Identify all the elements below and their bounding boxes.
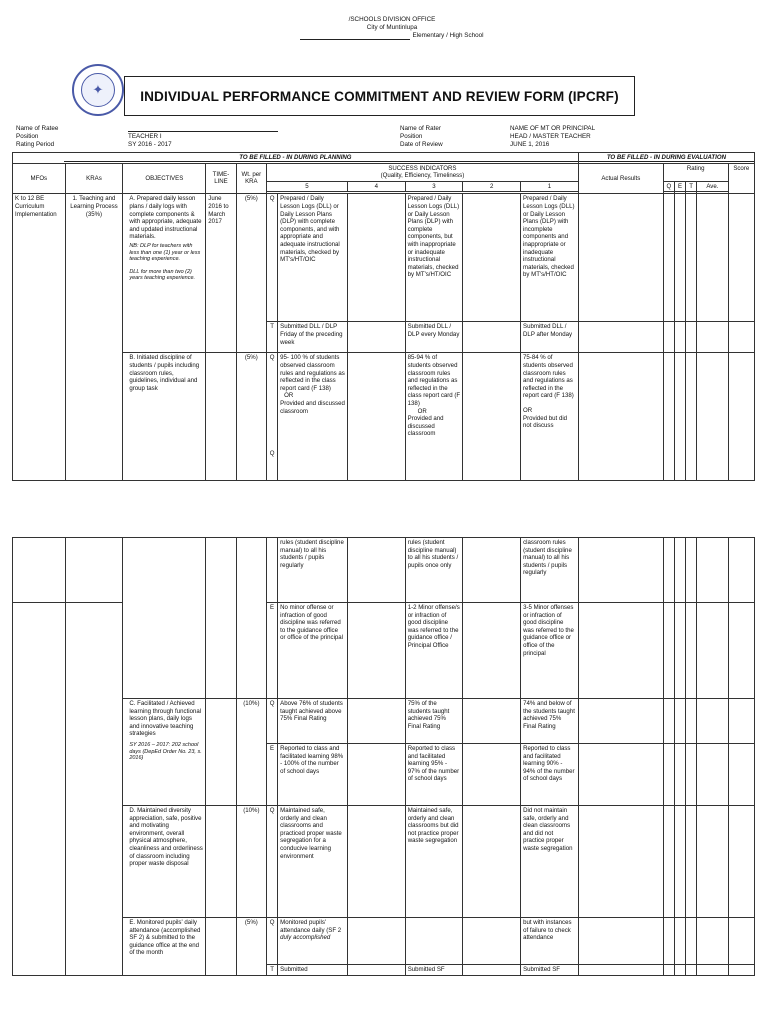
objective-b-s3-text-2: Provided and discussed classroom — [407, 415, 444, 438]
rating-ave-cell — [697, 353, 728, 481]
rating-q-cell — [663, 194, 674, 322]
kra-cell — [65, 603, 123, 976]
objective-b-scale-2 — [463, 353, 521, 481]
objective-a-t-scale-4 — [347, 322, 405, 353]
objective-c-e-scale-4 — [348, 744, 406, 806]
rating-e-cell — [674, 353, 685, 481]
success-indicators-header — [267, 163, 579, 181]
rating-e-cell — [674, 322, 685, 353]
rating-q-cell — [663, 353, 674, 481]
actual-result-cell — [578, 744, 663, 806]
form-title-box — [124, 76, 635, 116]
actual-result-cell — [578, 965, 663, 976]
objective-b-s1-text-2: Provided but did not discuss — [523, 414, 568, 430]
objective-d-scale-5: Maintained safe, orderly and clean classrooms and practiced proper waste segregation for a conducive learning environment — [278, 806, 348, 918]
objective-e-s5-text: Monitored pupils' attendance daily (SF 2 — [280, 919, 342, 934]
objective-e-t-scale-3: Submitted SF — [405, 965, 463, 976]
objectives-header: OBJECTIVES — [123, 163, 206, 194]
objective-a-q-letter: Q — [267, 194, 278, 322]
objective-a-t-scale-5: Submitted DLL / DLP Friday of the preceding week — [278, 322, 348, 353]
actual-result-cell — [578, 322, 663, 353]
objective-b-timeline — [206, 353, 236, 481]
objective-a-note-2: DLL for more than two (2) years teaching experience. — [129, 268, 196, 282]
rating-t-cell — [686, 918, 697, 965]
rating-t-cell — [686, 744, 697, 806]
objective-b-cont-cell — [123, 538, 206, 699]
objective-e-q-scale-1: but with instances of failure to check attendance — [521, 918, 579, 965]
rating-q-cell — [663, 806, 674, 918]
score-cell — [728, 194, 754, 322]
planning-header-row — [13, 153, 755, 164]
kra-cell — [65, 538, 123, 603]
ratee-name-line — [128, 131, 278, 132]
objective-b-q-letter: Q — [269, 354, 275, 362]
objective-b-e-scale-3: 1-2 Minor offense/s or infraction of good discipline was referred to the guidance office / Principal Office — [405, 603, 463, 699]
timeline-cont-cell — [206, 538, 236, 699]
objective-d-scale-2 — [463, 806, 521, 918]
objective-d-timeline — [206, 806, 236, 918]
objective-c-cell — [123, 699, 206, 806]
timeline-header: TIME-LINE — [206, 163, 236, 194]
objective-c-note: SY 2016 – 2017: 202 school days (DepEd Order No. 23, s. 2016) — [129, 741, 202, 762]
objective-b-s1-or: OR — [523, 406, 533, 414]
rating-e-header: E — [674, 181, 685, 192]
scale-3: 3 — [405, 181, 463, 192]
score-cell — [728, 918, 754, 965]
rating-e-cell — [674, 918, 685, 965]
rater-name-label: Name of Rater — [400, 125, 441, 132]
rating-t-cell — [686, 538, 697, 603]
objective-b-e-scale-4 — [348, 603, 406, 699]
rater-date-label: Date of Review — [400, 141, 443, 148]
rater-date-value: JUNE 1, 2016 — [510, 141, 550, 148]
rating-q-cell — [663, 538, 674, 603]
rating-ave-header: Ave. — [697, 181, 728, 192]
cont-scale-1: classroom rules (student discipline manual) to all his students / pupils regularly — [521, 538, 579, 603]
actual-result-cell — [578, 353, 663, 481]
objective-c-weight: (10%) — [236, 699, 266, 806]
objective-b-scale-4 — [347, 353, 405, 481]
seal-inner-ring — [81, 73, 115, 107]
objective-c-q-letter: Q — [267, 699, 278, 744]
objective-a-timeline: June 2016 to March 2017 — [206, 194, 236, 353]
score-cell — [728, 322, 754, 353]
cont-scale-3: rules (student discipline manual) to all his students / pupils once only — [405, 538, 463, 603]
objective-b-weight: (5%) — [236, 353, 266, 481]
objective-e-t-scale-5: Submitted — [278, 965, 348, 976]
form-page-1 — [12, 8, 756, 486]
rating-t-cell — [686, 699, 697, 744]
objective-d-text: D. Maintained diversity appreciation, safe, positive and motivating environment, overall physical atmosphere, cleanliness and orderliness of classroom including proper waste disposal — [123, 806, 206, 918]
rating-ave-cell — [697, 194, 728, 322]
score-cell — [728, 353, 754, 481]
objective-b-letters — [267, 353, 278, 481]
score-cell — [728, 603, 754, 699]
success-subtitle: (Quality, Efficiency, Timeliness) — [380, 172, 465, 180]
actual-result-cell — [578, 699, 663, 744]
rating-t-cell — [686, 194, 697, 322]
objective-b-text: B. Initiated discipline of students / pupils including classroom rules, guidelines, individual and group task — [123, 353, 206, 481]
objective-b-s3-text: 85-94 % of students observed classroom rules and regulations as reflected in the class report card (F 138) — [407, 354, 461, 407]
cont-scale-5: rules (student discipline manual) to all his students / pupils regularly — [278, 538, 348, 603]
rating-e-cell — [674, 603, 685, 699]
rating-t-header: T — [686, 181, 697, 192]
actual-result-cell — [578, 194, 663, 322]
rating-header: Rating — [663, 163, 728, 181]
actual-results-header: Actual Results — [578, 163, 663, 194]
objective-a-q-scale-5: Prepared / Daily Lesson Logs (DLL) or Daily Lesson Plans (DLP) with complete components, and with appropriate and adequate instructional materials, checked by MT's/HT/OIC — [278, 194, 348, 322]
column-header-row — [13, 163, 755, 181]
objective-e-t-scale-1: Submitted SF — [521, 965, 579, 976]
objective-b-s5-text-2: Provided and discussed classroom — [280, 399, 345, 415]
continuation-row — [13, 538, 755, 603]
objective-e-text: E. Monitored pupils' daily attendance (accomplished SF 2) & submitted to the guidance office at the end of the month — [123, 918, 206, 976]
objective-b-e-scale-5: No minor offense or infraction of good discipline was referred to the guidance office or office of the principal — [278, 603, 348, 699]
mfo-cell — [13, 603, 66, 976]
objective-c-q-scale-2 — [463, 699, 521, 744]
objective-c-q-row — [13, 699, 755, 744]
scale-5: 5 — [267, 181, 348, 192]
objective-e-weight: (5%) — [236, 918, 266, 976]
objective-d-scale-3: Maintained safe, orderly and clean classrooms but did not practice proper waste segregation — [405, 806, 463, 918]
objective-b-scale-5 — [278, 353, 348, 481]
rater-position-value: HEAD / MASTER TEACHER — [510, 133, 591, 140]
objective-e-q-scale-5 — [278, 918, 348, 965]
actual-result-cell — [578, 806, 663, 918]
ratee-position-value: TEACHER I — [128, 133, 162, 140]
rating-q-cell — [663, 918, 674, 965]
score-cell — [728, 806, 754, 918]
rating-e-cell — [674, 965, 685, 976]
objective-c-timeline — [206, 699, 236, 806]
letter-cont-cell — [267, 538, 278, 603]
objective-c-e-scale-5: Reported to class and facilitated learning 98% - 100% of the number of school days — [278, 744, 348, 806]
score-cell — [728, 699, 754, 744]
cont-scale-4 — [348, 538, 406, 603]
school-blank-line — [300, 33, 410, 40]
score-cell — [728, 965, 754, 976]
rating-q-cell — [663, 603, 674, 699]
objective-c-e-scale-2 — [463, 744, 521, 806]
rating-t-cell — [686, 603, 697, 699]
scale-1: 1 — [521, 181, 579, 192]
rating-e-cell — [674, 699, 685, 744]
kra-cell: 1. Teaching and Learning Process (35%) — [65, 194, 123, 481]
rating-ave-cell — [697, 806, 728, 918]
objective-d-scale-1: Did not maintain safe, orderly and clean classrooms and did not practice proper waste segregation — [521, 806, 579, 918]
scale-2: 2 — [463, 181, 521, 192]
objective-a-t-scale-3: Submitted DLL / DLP every Monday — [405, 322, 463, 353]
rating-ave-cell — [697, 918, 728, 965]
office-header — [292, 16, 492, 40]
objective-a-cell — [123, 194, 206, 353]
ipcrf-table-page-1 — [12, 152, 755, 481]
scale-4: 4 — [347, 181, 405, 192]
actual-result-cell — [578, 538, 663, 603]
form-page-2 — [12, 537, 756, 987]
form-title: INDIVIDUAL PERFORMANCE COMMITMENT AND REVIEW FORM (IPCRF) — [140, 88, 619, 104]
objective-e-q-scale-4 — [348, 918, 406, 965]
objective-e-s5-italic: duly accomplished — [280, 934, 331, 942]
office-line-3: Elementary / High School — [412, 32, 484, 39]
rater-position-label: Position — [400, 133, 423, 140]
mfos-header: MFOs — [13, 163, 66, 194]
rating-t-cell — [686, 322, 697, 353]
kras-header: KRAs — [65, 163, 123, 194]
rating-q-cell — [663, 965, 674, 976]
mfo-cell — [13, 538, 66, 603]
objective-b-e-letter: E — [267, 603, 278, 699]
objective-c-e-scale-3: Reported to class and facilitated learning 95% - 97% of the number of school days — [405, 744, 463, 806]
score-header: Score — [728, 163, 754, 194]
weight-cont-cell — [236, 538, 266, 699]
objective-b-e-scale-1: 3-5 Minor offenses or infraction of good discipline was referred to the guidance office or office of the principal — [521, 603, 579, 699]
office-line-1: /SCHOOLS DIVISION OFFICE — [348, 16, 436, 23]
objective-a-weight: (5%) — [236, 194, 266, 353]
rating-q-cell — [663, 744, 674, 806]
objective-b-scale-3 — [405, 353, 463, 481]
objective-e-q-scale-2 — [463, 918, 521, 965]
objective-b-s5-or: OR — [284, 392, 294, 400]
objective-a-q-scale-1: Prepared / Daily Lesson Logs (DLL) or Daily Lesson Plans (DLP) with incomplete components and inappropriate or inadequate instructional materials, checked by MT's/HT/OIC — [521, 194, 579, 322]
rating-ave-cell — [697, 603, 728, 699]
planning-header: TO BE FILLED - IN DURING PLANNING — [13, 153, 579, 164]
rating-t-cell — [686, 965, 697, 976]
objective-a-q-row — [13, 194, 755, 322]
objective-b-e-scale-2 — [463, 603, 521, 699]
rater-name-value: NAME OF MT OR PRINCIPAL — [510, 125, 596, 132]
objective-c-q-scale-3: 75% of the students taught achieved 75% Final Rating — [405, 699, 463, 744]
objective-e-q-letter: Q — [267, 918, 278, 965]
rating-ave-cell — [697, 699, 728, 744]
objective-a-t-scale-1: Submitted DLL / DLP after Monday — [521, 322, 579, 353]
rating-t-cell — [686, 353, 697, 481]
actual-result-cell — [578, 918, 663, 965]
cont-scale-2 — [463, 538, 521, 603]
rating-e-cell — [674, 194, 685, 322]
objective-b-s1-text: 75-84 % of students observed classroom rules and regulations as reflected in the report card (F 138) — [523, 354, 574, 400]
objective-a-text: A. Prepared daily lesson plans / daily logs with complete components & with appropriate, adequate and updated instructional materials. — [129, 195, 202, 241]
rating-t-cell — [686, 806, 697, 918]
ipcrf-table-page-2 — [12, 537, 755, 976]
rating-ave-cell — [697, 538, 728, 603]
objective-b-row — [13, 353, 755, 481]
success-title: SUCCESS INDICATORS — [388, 164, 457, 172]
objective-b-scale-1 — [521, 353, 579, 481]
objective-a-t-letter: T — [267, 322, 278, 353]
rating-q-header: Q — [663, 181, 674, 192]
objective-e-t-letter: T — [267, 965, 278, 976]
rating-e-cell — [674, 538, 685, 603]
ratee-name-label: Name of Ratee — [16, 125, 59, 132]
rating-ave-cell — [697, 744, 728, 806]
score-cell — [728, 538, 754, 603]
objective-d-weight: (10%) — [236, 806, 266, 918]
objective-b-q2-letter: Q — [269, 449, 275, 457]
objective-e-q-scale-3 — [405, 918, 463, 965]
objective-a-q-scale-2 — [463, 194, 521, 322]
rating-e-cell — [674, 744, 685, 806]
ratee-period-value: SY 2016 - 2017 — [128, 141, 172, 148]
rating-q-cell — [663, 322, 674, 353]
ratee-period-label: Rating Period — [16, 141, 55, 148]
rating-q-cell — [663, 699, 674, 744]
deped-seal-icon — [72, 64, 124, 116]
rating-ave-cell — [697, 322, 728, 353]
objective-e-q-row — [13, 918, 755, 965]
objective-b-s3-or: OR — [417, 407, 427, 415]
ratee-position-label: Position — [16, 133, 39, 140]
objective-d-row — [13, 806, 755, 918]
objective-c-q-scale-4 — [348, 699, 406, 744]
objective-d-letter: Q — [267, 806, 278, 918]
objective-c-q-scale-1: 74% and below of the students taught achieved 75% Final Rating — [521, 699, 579, 744]
objective-d-scale-4 — [348, 806, 406, 918]
objective-c-q-scale-5: Above 76% of students taught achieved above 75% Final Rating — [278, 699, 348, 744]
objective-a-note-1: NB: DLP for teachers with less than one (1) year or less teaching experience. — [129, 242, 201, 263]
objective-c-e-letter: E — [267, 744, 278, 806]
office-line-2: City of Muntinlupa — [366, 24, 418, 31]
actual-result-cell — [578, 603, 663, 699]
objective-c-e-scale-1: Reported to class and facilitated learning 90% - 94% of the number of school days — [521, 744, 579, 806]
objective-a-t-scale-2 — [463, 322, 521, 353]
objective-c-text: C. Facilitated / Achieved learning through functional lesson plans, daily logs and innovative teaching strategies — [129, 700, 202, 738]
rating-ave-cell — [697, 965, 728, 976]
seal-emblem-icon: ✦ — [92, 82, 104, 97]
weight-header: Wt. per KRA — [236, 163, 266, 194]
score-cell — [728, 744, 754, 806]
objective-a-q-scale-3: Prepared / Daily Lesson Logs (DLL) or Daily Lesson Plans (DLP) with complete components, but with inappropriate or inadequate instructional materials, checked by MT's/HT/OIC — [405, 194, 463, 322]
objective-b-s5-text: 95- 100 % of students observed classroom rules and regulations as reflected in the class report card (F 138) — [280, 354, 345, 392]
objective-a-q-scale-4 — [347, 194, 405, 322]
objective-e-t-scale-4 — [348, 965, 406, 976]
rating-e-cell — [674, 806, 685, 918]
mfo-cell: K to 12 BE Curriculum Implementation — [13, 194, 66, 481]
objective-e-t-scale-2 — [463, 965, 521, 976]
evaluation-header: TO BE FILLED - IN DURING EVALUATION — [578, 153, 754, 164]
objective-e-timeline — [206, 918, 236, 976]
